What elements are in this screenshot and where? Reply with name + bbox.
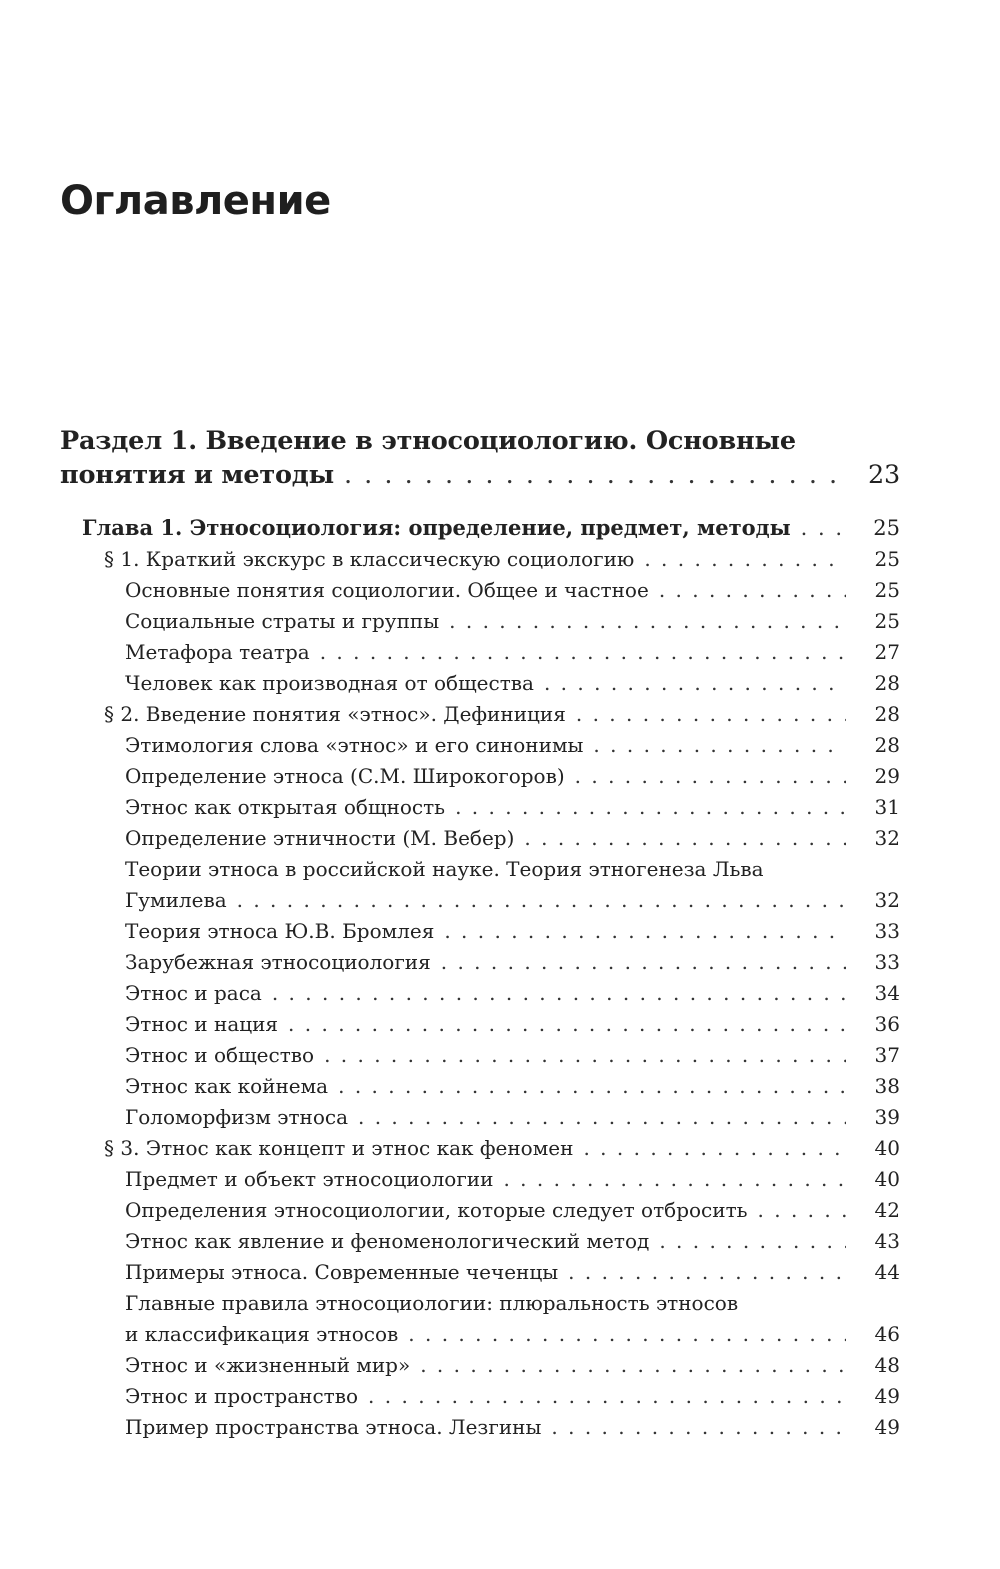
toc-entry[interactable]	[125, 947, 900, 978]
toc-entry[interactable]	[125, 792, 900, 823]
toc-entry-title: Этнос и пространство	[125, 1384, 359, 1408]
toc-entry-title: Определение этноса (С.М. Широкогоров)	[125, 764, 565, 788]
toc-entry-title-line2: Гумилева	[125, 888, 227, 912]
dot-leader	[338, 1071, 846, 1102]
dot-leader	[344, 458, 846, 492]
dot-leader	[320, 637, 846, 668]
toc-entry[interactable]	[125, 1040, 900, 1071]
toc-entry-title: Этнос и нация	[125, 1012, 279, 1036]
toc-entry-title: Этнос и раса	[125, 981, 262, 1005]
toc-paragraph-1[interactable]	[104, 544, 900, 575]
dot-leader	[408, 1319, 846, 1350]
page-title: Оглавление	[60, 178, 331, 224]
dot-leader	[444, 916, 846, 947]
toc-entry-title: Этимология слова «этнос» и его синонимы	[125, 733, 584, 757]
toc-entry-title: Этнос и «жизненный мир»	[125, 1353, 411, 1377]
toc-entry-title: Метафора театра	[125, 640, 310, 664]
toc-entry[interactable]	[125, 1226, 900, 1257]
toc-section-title-line2: понятия и методы	[60, 460, 334, 490]
toc-entry[interactable]	[125, 761, 900, 792]
page-number: 44	[874, 1260, 900, 1284]
page-number: 33	[874, 919, 900, 943]
toc-paragraph-title: § 2. Введение понятия «этнос». Дефиниция	[104, 702, 566, 726]
toc-entry-title: Этнос как открытая общность	[125, 795, 446, 819]
toc-entry[interactable]	[125, 916, 900, 947]
dot-leader	[575, 761, 846, 792]
page-number: 38	[874, 1074, 900, 1098]
toc-entry-title: Голоморфизм этноса	[125, 1105, 348, 1129]
toc-entry[interactable]	[125, 1412, 900, 1443]
toc-entry-title: Основные понятия социологии. Общее и частное	[125, 578, 649, 602]
dot-leader	[420, 1350, 846, 1381]
dot-leader	[659, 575, 846, 606]
toc-entry-title-line2: и классификация этносов	[125, 1322, 399, 1346]
toc-entry-title-line1: Главные правила этносоциологии: плюральность этносов	[125, 1291, 739, 1315]
page-number: 28	[874, 702, 900, 726]
dot-leader	[568, 1257, 846, 1288]
page-number: 43	[874, 1229, 900, 1253]
toc-entry-title: Этнос и общество	[125, 1043, 315, 1067]
page-number: 25	[874, 609, 900, 633]
toc-entry[interactable]	[125, 823, 900, 854]
page-number: 29	[874, 764, 900, 788]
dot-leader	[593, 730, 846, 761]
toc-entry-title-line1: Теории этноса в российской науке. Теория этногенеза Льва	[125, 857, 764, 881]
toc-entry[interactable]	[125, 1195, 900, 1226]
page-number: 32	[874, 888, 900, 912]
dot-leader	[659, 1226, 846, 1257]
toc-entry-title: Человек как производная от общества	[125, 671, 534, 695]
page-number: 27	[874, 640, 900, 664]
toc-chapter-title: Глава 1. Этносоциология: определение, предмет, методы	[82, 515, 791, 540]
toc-entry-title: Определения этносоциологии, которые следует отбросить	[125, 1198, 748, 1222]
dot-leader	[324, 1040, 846, 1071]
toc-entry-title: Зарубежная этносоциология	[125, 950, 431, 974]
dot-leader	[358, 1102, 846, 1133]
dot-leader	[368, 1381, 846, 1412]
dot-leader	[544, 668, 846, 699]
dot-leader	[288, 1009, 846, 1040]
toc-entry[interactable]	[125, 1164, 900, 1195]
page-number: 36	[874, 1012, 900, 1036]
table-of-contents	[0, 424, 1000, 1443]
page-number: 25	[874, 578, 900, 602]
toc-paragraph-title: § 3. Этнос как концепт и этнос как феномен	[104, 1136, 574, 1160]
page-number: 46	[874, 1322, 900, 1346]
toc-entry[interactable]	[125, 1102, 900, 1133]
toc-section-title-line1: Раздел 1. Введение в этносоциологию. Основные	[60, 426, 796, 456]
toc-paragraph-3[interactable]	[104, 1133, 900, 1164]
page-number: 42	[874, 1198, 900, 1222]
page-number: 31	[874, 795, 900, 819]
dot-leader	[644, 544, 846, 575]
toc-entry[interactable]	[125, 1381, 900, 1412]
page-number: 25	[873, 516, 900, 540]
toc-entry[interactable]	[125, 606, 900, 637]
toc-entry-title: Предмет и объект этносоциологии	[125, 1167, 494, 1191]
dot-leader	[801, 513, 846, 544]
dot-leader	[455, 792, 846, 823]
toc-entry-title: Этнос как койнема	[125, 1074, 329, 1098]
toc-entry[interactable]	[125, 575, 900, 606]
toc-entry[interactable]	[125, 668, 900, 699]
page-number: 37	[874, 1043, 900, 1067]
toc-section-1[interactable]	[60, 424, 900, 492]
toc-entry-title: Определение этничности (М. Вебер)	[125, 826, 515, 850]
toc-entry[interactable]	[125, 730, 900, 761]
page-number: 28	[874, 671, 900, 695]
page-number: 48	[874, 1353, 900, 1377]
dot-leader	[551, 1412, 846, 1443]
page-number: 34	[874, 981, 900, 1005]
toc-entry-multiline[interactable]	[125, 1288, 900, 1350]
toc-paragraph-title: § 1. Краткий экскурс в классическую социологию	[104, 547, 635, 571]
dot-leader	[583, 1133, 846, 1164]
dot-leader	[237, 885, 846, 916]
toc-entry-title: Этнос как явление и феноменологический метод	[125, 1229, 650, 1253]
toc-entry-title: Пример пространства этноса. Лезгины	[125, 1415, 542, 1439]
toc-chapter-1[interactable]	[82, 512, 900, 544]
toc-entry[interactable]	[125, 637, 900, 668]
dot-leader	[758, 1195, 846, 1226]
page-number: 40	[874, 1167, 900, 1191]
dot-leader	[503, 1164, 846, 1195]
dot-leader	[576, 699, 846, 730]
dot-leader	[524, 823, 846, 854]
page-number: 28	[874, 733, 900, 757]
page-number: 32	[874, 826, 900, 850]
page-number: 23	[867, 460, 900, 490]
page-number: 49	[874, 1415, 900, 1439]
toc-entry-multiline[interactable]	[125, 854, 900, 916]
page-number: 39	[874, 1105, 900, 1129]
toc-paragraph-2[interactable]	[104, 699, 900, 730]
page-number: 33	[874, 950, 900, 974]
toc-entry-title: Примеры этноса. Современные чеченцы	[125, 1260, 559, 1284]
page-number: 25	[874, 547, 900, 571]
toc-entry[interactable]	[125, 1009, 900, 1040]
toc-entry[interactable]	[125, 1071, 900, 1102]
toc-entry-title: Теория этноса Ю.В. Бромлея	[125, 919, 435, 943]
toc-entry[interactable]	[125, 1257, 900, 1288]
page-number: 49	[874, 1384, 900, 1408]
page-number: 40	[874, 1136, 900, 1160]
dot-leader	[441, 947, 846, 978]
dot-leader	[449, 606, 846, 637]
toc-entry[interactable]	[125, 978, 900, 1009]
dot-leader	[272, 978, 846, 1009]
toc-entry-title: Социальные страты и группы	[125, 609, 440, 633]
toc-entry[interactable]	[125, 1350, 900, 1381]
